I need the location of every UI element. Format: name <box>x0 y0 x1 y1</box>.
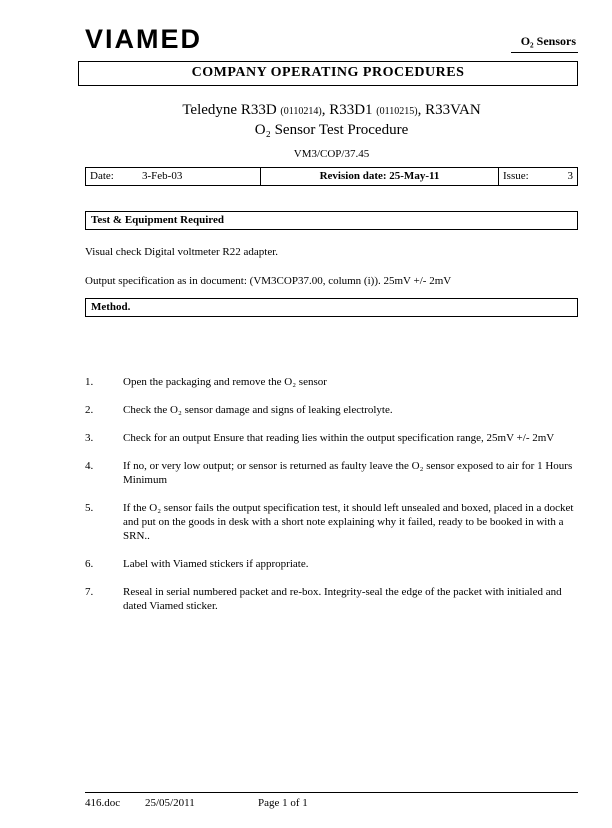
issue-label: Issue: <box>503 170 529 182</box>
step-text: If the O₂ sensor fails the output specification test, it should left unsealed and boxed, placed in a docket and put on the goods in desk with a short note explaining why it failed, ready to be booked in with a SRN.. <box>123 502 574 542</box>
issue-cell <box>499 168 577 185</box>
step-number: 4. <box>85 460 94 472</box>
step-text: Open the packaging and remove the O₂ sensor <box>123 376 327 388</box>
step-number: 3. <box>85 432 94 444</box>
title-block <box>85 101 578 160</box>
page-content <box>85 0 578 627</box>
date-label: Date: <box>90 170 114 182</box>
step-row <box>85 403 578 417</box>
step-number: 1. <box>85 376 94 388</box>
step-number: 5. <box>85 502 94 514</box>
step-number: 6. <box>85 558 94 570</box>
equipment-line-1: Visual check Digital voltmeter R22 adapter. <box>85 246 279 258</box>
date-value: 3-Feb-03 <box>142 170 183 182</box>
doc-title-part: , R33VAN <box>417 102 481 118</box>
page-footer <box>85 792 578 809</box>
step-text: If no, or very low output; or sensor is returned as faulty leave the O₂ sensor exposed to air for 1 Hours Minimum <box>123 460 573 486</box>
doc-subtitle: O₂ Sensor Test Procedure <box>254 122 409 138</box>
step-text: Label with Viamed stickers if appropriate. <box>123 558 309 570</box>
step-row <box>85 459 578 487</box>
doc-ref-number: VM3/COP/37.45 <box>293 148 370 160</box>
doc-title-part: Teledyne R33D <box>182 102 281 118</box>
meta-table <box>85 167 578 186</box>
doc-title <box>85 101 578 121</box>
step-number: 7. <box>85 586 94 598</box>
step-row <box>85 557 578 571</box>
footer-date: 25/05/2011 <box>145 797 195 809</box>
step-row <box>85 375 578 389</box>
step-number: 2. <box>85 404 94 416</box>
method-steps <box>85 375 578 613</box>
step-text: Check for an output Ensure that reading lies within the output specification range, 25mV +/- 2mV <box>123 432 555 444</box>
method-section-heading: Method. <box>85 298 578 317</box>
step-text: Reseal in serial numbered packet and re-box. Integrity-seal the edge of the packet with initialed and dated Viamed sticker. <box>123 586 562 612</box>
step-row <box>85 585 578 613</box>
meta-date-cell <box>86 168 261 185</box>
issue-value: 3 <box>567 170 573 182</box>
step-row <box>85 431 578 445</box>
footer-page-number: Page 1 of 1 <box>258 797 308 809</box>
product-label: O₂ Sensors <box>511 34 578 53</box>
viamed-logo: VIAMED <box>85 24 203 54</box>
revision-date-cell: Revision date: 25-May-11 <box>261 168 499 185</box>
footer-filename: 416.doc <box>85 797 121 809</box>
doc-title-part: , R33D1 <box>321 102 377 118</box>
equipment-line-2: Output specification as in document: (VM3COP37.00, column (i)). 25mV +/- 2mV <box>85 275 452 287</box>
step-row <box>85 501 578 543</box>
page-header <box>85 0 578 53</box>
doc-title-part-code: (0110215) <box>376 106 418 117</box>
step-text: Check the O₂ sensor damage and signs of leaking electrolyte. <box>123 404 393 416</box>
equipment-section-heading: Test & Equipment Required <box>85 211 578 230</box>
doc-title-part-code: (0110214) <box>280 106 322 117</box>
procedures-banner: COMPANY OPERATING PROCEDURES <box>78 61 578 86</box>
